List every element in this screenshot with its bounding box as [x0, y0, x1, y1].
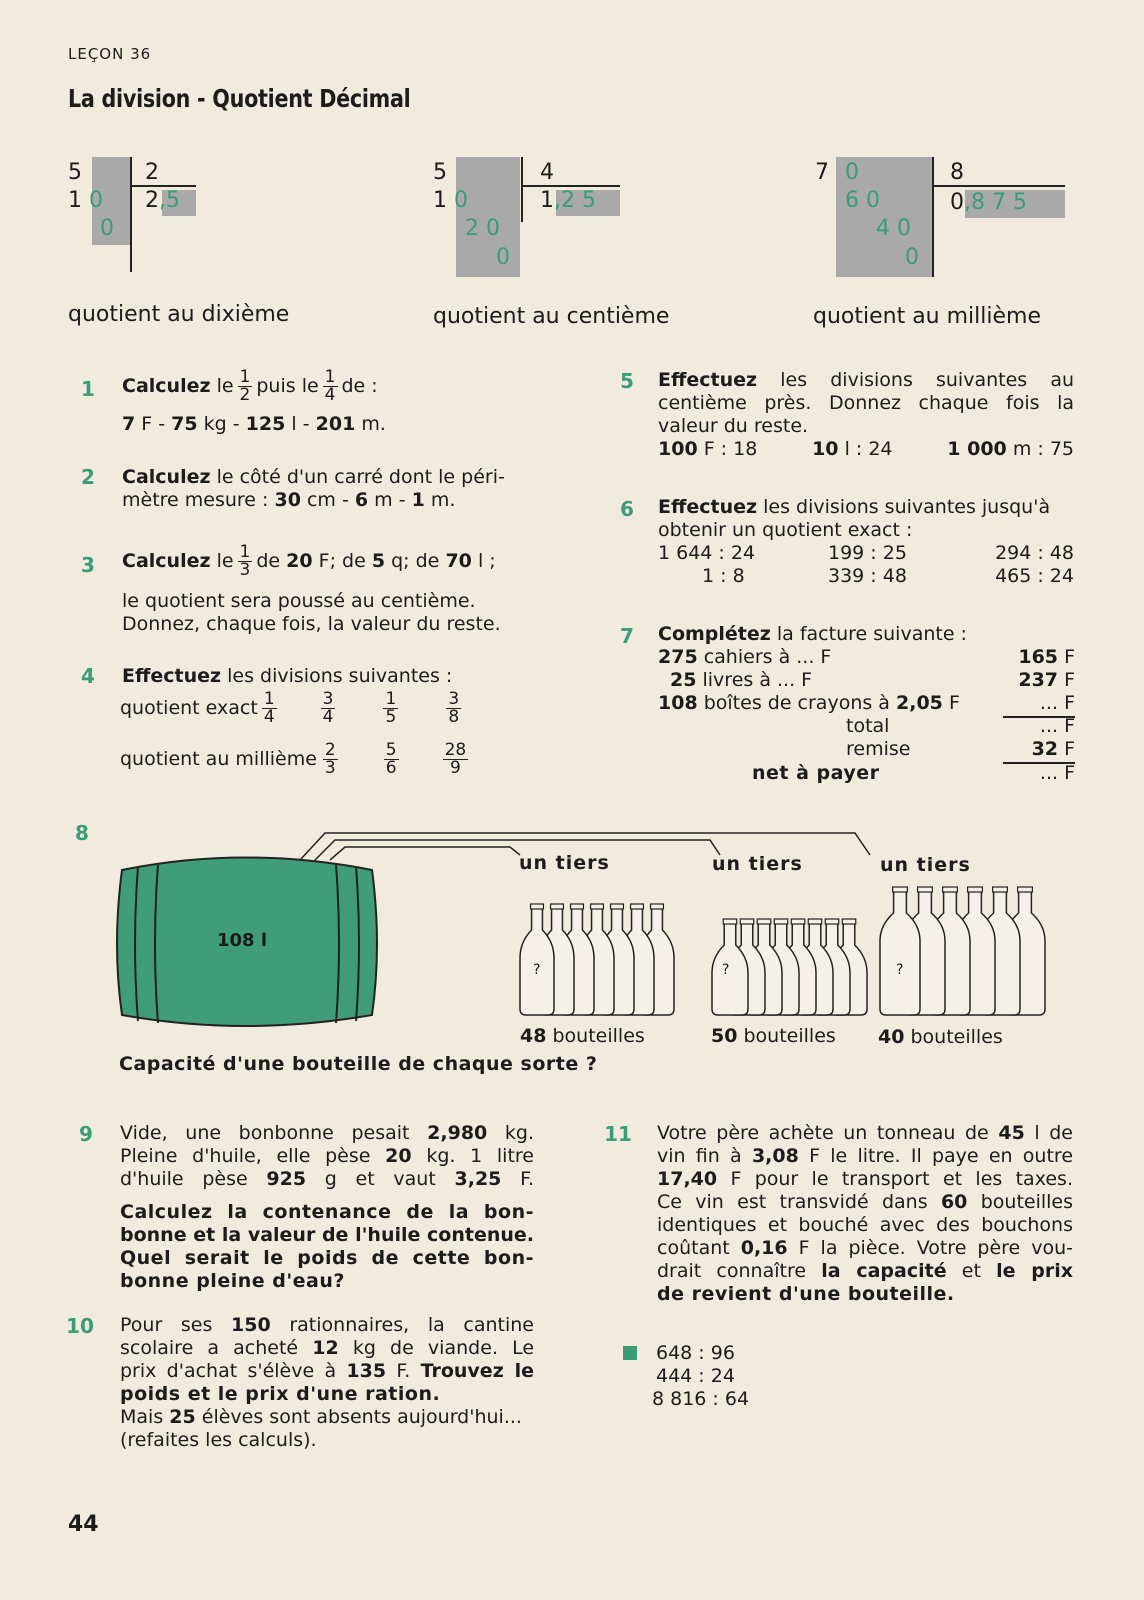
bottle-cap — [774, 919, 788, 924]
bottle-cap — [740, 919, 754, 924]
bottle-cap — [893, 887, 908, 892]
lesson-label: LEÇON 36 — [68, 45, 152, 63]
bottle-cap — [1018, 887, 1033, 892]
bottle-cap — [531, 904, 544, 909]
bottle-cap — [943, 887, 958, 892]
bottle-cap — [808, 919, 822, 924]
bottle-cap — [631, 904, 644, 909]
bottle-cap — [842, 919, 856, 924]
page-number: 44 — [68, 1512, 99, 1537]
caption-millieme: quotient au millième — [813, 304, 1042, 329]
barrel-label: 108 l — [217, 930, 268, 951]
bottle-cap — [968, 887, 983, 892]
page-title: La division - Quotient Décimal — [68, 84, 411, 113]
third-label-2: un tiers — [712, 853, 803, 875]
bottle — [880, 891, 920, 1015]
bottle-cap — [651, 904, 664, 909]
bottle-cap — [993, 887, 1008, 892]
bottle-cap — [551, 904, 564, 909]
third-label-3: un tiers — [880, 854, 971, 876]
bottle-cap — [571, 904, 584, 909]
caption-centieme: quotient au centième — [433, 304, 670, 329]
ex8-question: Capacité d'une bouteille de chaque sorte ? — [119, 1053, 598, 1075]
bottle-cap — [611, 904, 624, 909]
bottle-cap — [825, 919, 839, 924]
bottle-cap — [791, 919, 805, 924]
bottle-cap — [918, 887, 933, 892]
bottle-cap — [723, 919, 737, 924]
third-label-1: un tiers — [519, 852, 610, 874]
caption-dixieme: quotient au dixième — [68, 302, 290, 327]
square-bullet-icon — [623, 1346, 637, 1360]
bottle-cap — [591, 904, 604, 909]
bottle-cap — [757, 919, 771, 924]
